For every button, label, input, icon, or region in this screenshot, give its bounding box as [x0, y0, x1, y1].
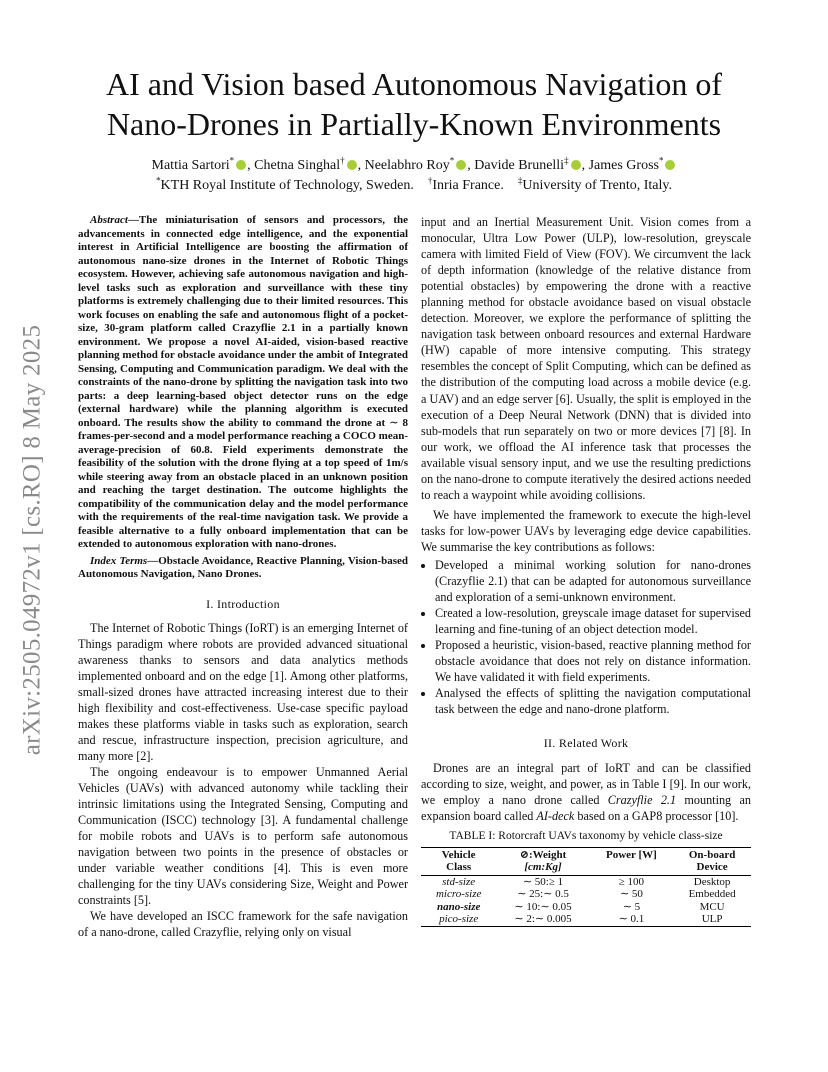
list-item: • Proposed a heuristic, vision-based, reactive planning method for obstacle avoidance that does not rely on distance information. We have validated it with field experiments.	[435, 637, 751, 685]
section-heading-related-work: II. Related Work	[543, 736, 629, 751]
column-header	[590, 847, 674, 875]
affiliation-list	[60, 176, 768, 196]
table-cell: ∼ 50	[619, 888, 643, 901]
table-row	[421, 913, 751, 926]
table-cell: ≥ 100	[618, 875, 645, 888]
affiliation: University of Trento, Italy.	[522, 178, 672, 193]
paragraph: input and an Inertial Measurement Unit. Vision comes from a monocular, Ultra Low Power (ULP), low-resolution, greyscale camera with limited Field of View (FOV). We circumvent the lack of depth information (knowledge of the relative distance from potential obstacles) by empowering the drone with a reactive planning method for obstacle avoidance based on visual obstacle detection. Moreover, we explore the performance of splitting the navigation task between onboard resources and external Hardware (HW) capable of more intensive computing. This strategy resembles the concept of Split Computing, which can be defined as the distribution of the computing load across a mobile device (e.g. a UAV) and an edge server [6]. Usually, the split is employed in the execution of a Deep Neural Network (DNN) that is divided into sub-models that run separately on two or more devices [7] [8]. In our work, we offload the AI inference task that processes the available visual sensory input, and we use the resulting predictions on the nano-drone to compute iteratively the desired actions needed to reach a waypoint while avoiding collisions.	[421, 215, 751, 502]
text-run-italic: AI-deck	[536, 808, 575, 823]
column-header	[421, 847, 496, 875]
affiliation-mark: *	[658, 155, 664, 166]
text-run: Drones are an integral part of IoRT and can be classified according to size, weight, and power, as in Table I [9]. In our work, we employ a nano drone called	[421, 760, 751, 807]
affiliation-mark: †	[340, 155, 345, 166]
column-header	[673, 847, 751, 875]
table-caption: TABLE I: Rotorcraft UAVs taxonomy by vehicle class-size	[449, 829, 723, 842]
affiliation-mark: †	[427, 175, 433, 186]
abstract-text: —The miniaturisation of sensors and processors, the advancements in connected edge intelligence, and the exponential interest in Artificial Intelligence are boosting the affirmation of autonomous nano-size drones in the Internet of Robotic Things ecosystem. However, achieving safe autonomous navigation and high-level tasks such as exploration and surveillance with these tiny platforms is extremely challenging due to their limited resources. This work focuses on enabling the safe and autonomous flight of a pocket-size, 30-gram platform called Crazyflie 2.1 in a partially known environment. We propose a novel AI-aided, vision-based reactive planning method for obstacle avoidance under the ambit of Integrated Sensing, Computing and Communication paradigm. We deal with the constraints of the nano-drone by splitting the navigation task into two parts: a deep learning-based object detector runs on the edge (external hardware) while the planning algorithm is executed onboard. The results show the ability to command the drone at ∼ 8 frames-per-second and a model performance reaching a COCO mean-average-precision of 60.8. Field experiments demonstrate the feasibility of the solution with the drone flying at a top speed of 1m/s while steering away from an obstacle placed in an unknown position and reaching the target destination. The outcome highlights the compatibility of the communication delay and the model performance with the requirements of the real-time navigation task. We provide a feasible alternative to a fully onboard implementation that can be extended to autonomous exploration with nano-drones.	[78, 214, 408, 550]
header-text: Device	[696, 861, 728, 874]
paragraph: The ongoing endeavour is to empower Unmanned Aerial Vehicles (UAVs) with advanced autonomy while tackling their intrinsic limitations using the Integrated Sensing, Computing and Communication (ISCC) technology [3]. A fundamental challenge for mobile robots and UAVs is to perform safe autonomous navigation between two points in the presence of obstacles or under variable weather conditions [4]. This is even more challenging for the tiny UAVs considering Size, Weight and Power constraints [5].	[78, 764, 408, 908]
header-text: Class	[446, 861, 472, 874]
text-run: based on a GAP8 processor [10].	[574, 808, 739, 823]
list-item: • Analysed the effects of splitting the navigation computational task between the edge and nano-drone platform.	[435, 685, 751, 717]
separator: ,	[247, 158, 255, 173]
table-cell: ∼ 50:≥ 1	[522, 875, 564, 888]
orcid-icon[interactable]	[347, 160, 357, 170]
table-cell: std-size	[442, 875, 476, 888]
paragraph	[421, 760, 751, 824]
author-name: Mattia Sartori	[151, 158, 230, 173]
table-cell: ∼ 0.1	[618, 913, 645, 926]
arxiv-stamp	[14, 300, 50, 780]
separator: ,	[357, 158, 365, 173]
affiliation-mark: ‡	[517, 175, 523, 186]
table-cell: Desktop	[693, 875, 731, 888]
column-header	[496, 847, 589, 875]
table-cell: MCU	[699, 900, 725, 913]
title-line-2: Nano-Drones in Partially-Known Environments	[106, 106, 722, 142]
title-line-1: AI and Vision based Autonomous Navigation of	[105, 66, 723, 102]
separator: ,	[467, 158, 475, 173]
abstract	[78, 214, 408, 552]
list-item: • Created a low-resolution, greyscale image dataset for supervised learning and fine-tuning of an object detection model.	[435, 605, 751, 637]
table-row	[421, 901, 751, 914]
affiliation-mark: *	[229, 155, 235, 166]
orcid-icon[interactable]	[665, 160, 675, 170]
table-header-row	[421, 847, 751, 875]
text-run-italic: Crazyflie 2.1	[607, 792, 677, 807]
paragraph: We have developed an ISCC framework for the safe navigation of a nano-drone, called Crazyflie, relying only on visual	[78, 909, 408, 940]
orcid-icon[interactable]	[456, 160, 466, 170]
table-cell: nano-size	[436, 900, 481, 913]
affiliation-mark: *	[449, 155, 455, 166]
author-block	[60, 156, 768, 196]
header-text: Power [W]	[606, 848, 657, 861]
author-name: Chetna Singhal	[254, 158, 341, 173]
affiliation-mark: *	[156, 175, 161, 186]
table-row	[421, 888, 751, 901]
text-run: mounting an expansion board called	[421, 792, 751, 823]
orcid-icon[interactable]	[236, 160, 246, 170]
right-column	[421, 214, 751, 927]
header-text: ⊘:Weight	[519, 848, 567, 861]
affiliation: KTH Royal Institute of Technology, Sweden.	[160, 178, 414, 193]
affiliation-mark: ‡	[564, 155, 569, 166]
table-cell: pico-size	[439, 913, 479, 926]
author-list	[60, 156, 768, 176]
table-cell: ∼ 5	[622, 900, 641, 913]
taxonomy-table	[421, 847, 751, 927]
table-cell: Embedded	[688, 888, 736, 901]
arxiv-stamp-text: arXiv:2505.04972v1 [cs.RO] 8 May 2025	[18, 324, 45, 756]
abstract-label: Abstract	[90, 214, 128, 226]
section-heading-introduction: I. Introduction	[206, 596, 280, 611]
list-item: • Developed a minimal working solution for nano-drones (Crazyflie 2.1) that can be adapted for autonomous surveillance and exploration of a semi-unknown environment.	[435, 557, 751, 605]
paragraph: The Internet of Robotic Things (IoRT) is an emerging Internet of Things paradigm where robots are provided advanced situational awareness thanks to sensors and data analytics methods implemented onboard and on the edge [1]. Among other platforms, small-sized drones have attracted increasing interest due to their high flexibility and cost-effectiveness. Use-case specific payload makes these platforms viable in tasks such as exploration, search and rescue, infrastructure inspection, precision agriculture, and many more [2].	[78, 620, 408, 763]
index-terms-text: —Obstacle Avoidance, Reactive Planning, Vision-based Autonomous Navigation, Nano Drones.	[78, 554, 409, 580]
header-text: On-board	[688, 848, 736, 861]
index-terms-label: Index Terms	[90, 554, 148, 567]
separator: ,	[581, 158, 589, 173]
orcid-icon[interactable]	[571, 160, 581, 170]
header-text: [cm:Kg]	[524, 861, 562, 874]
author-name: James Gross	[588, 158, 659, 173]
header-text: Vehicle	[441, 848, 476, 861]
author-name: Davide Brunelli	[474, 158, 565, 173]
table-row	[421, 875, 751, 888]
author-name: Neelabhro Roy	[364, 158, 450, 173]
paragraph: We have implemented the framework to execute the high-level tasks for low-power UAVs by leveraging edge device capabilities. We summarise the key contributions as follows:	[421, 507, 751, 554]
table-cell: micro-size	[435, 888, 482, 901]
left-column	[78, 214, 408, 940]
index-terms	[78, 555, 408, 582]
contribution-list	[421, 557, 751, 717]
table-cell: ∼ 25:∼ 0.5	[517, 888, 569, 901]
table-cell: ULP	[701, 913, 723, 926]
affiliation: Inria France.	[432, 178, 504, 193]
paper-title	[60, 64, 768, 144]
table-cell: ∼ 2:∼ 0.005	[514, 913, 572, 926]
table-cell: ∼ 10:∼ 0.05	[514, 900, 572, 913]
